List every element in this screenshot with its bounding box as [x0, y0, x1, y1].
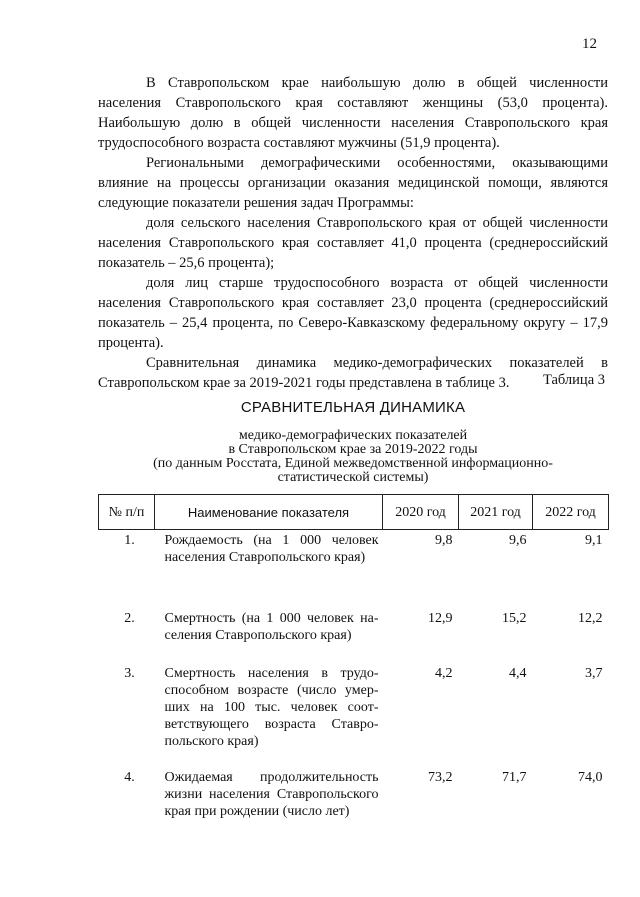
- row-value-2021: 4,4: [509, 665, 527, 681]
- header-2022: 2022 год: [533, 495, 609, 530]
- header-num: № п/п: [99, 495, 155, 530]
- paragraph: Региональными демографическими особенностями, оказывающими влияние на процессы организации оказания медицинской помощи, являются следующие показатели решения задач Программы:: [98, 155, 608, 211]
- row-value-2020: 4,2: [435, 665, 453, 681]
- paragraph: В Ставропольском крае наибольшую долю в общей численности населения Ставропольского края составляют женщины (53,0 процента). Наибольшую долю в общей численности населения Ставропольского края трудоспособного возраста составляют мужчины (51,9 процента).: [98, 75, 608, 151]
- row-value-2021: 15,2: [502, 610, 527, 626]
- row-num: 3.: [124, 665, 135, 681]
- row-num: 1.: [124, 533, 135, 548]
- row-name: Ожидаемая продолжительность жизни населения Ставропольского края при рождении (число лет): [164, 769, 379, 819]
- row-value-2020: 73,2: [428, 769, 453, 785]
- table-subtitle-line: статистической системы): [277, 470, 429, 485]
- table-subtitle-line: (по данным Росстата, Единой межведомственной информационно-: [153, 456, 553, 471]
- table-row: [99, 769, 609, 849]
- paragraph: Сравнительная динамика медико-демографических показателей в Ставропольском крае за 2019-2021 годы представлена в таблице 3.: [98, 355, 608, 391]
- row-name: Рождаемость (на 1 000 человек населения Ставропольского края): [164, 533, 379, 565]
- body-text: [98, 73, 608, 393]
- demographics-table: [98, 494, 609, 849]
- header-2020: 2020 год: [383, 495, 459, 530]
- row-value-2021: 71,7: [502, 769, 527, 785]
- table-title: СРАВНИТЕЛЬНАЯ ДИНАМИКА: [240, 399, 466, 416]
- table-row: [99, 665, 609, 769]
- table-header-row: [99, 495, 609, 530]
- row-num: 4.: [124, 769, 135, 785]
- paragraph: доля лиц старше трудоспособного возраста от общей численности населения Ставропольского края составляет 23,0 процента (среднероссийский показатель – 25,4 процента, по Северо-Кавказскому федеральному округу – 17,9 процента).: [98, 275, 608, 351]
- row-value-2022: 74,0: [578, 769, 603, 785]
- table-label: Таблица 3: [542, 372, 605, 388]
- header-name: Наименование показателя: [155, 495, 383, 530]
- row-value-2022: 12,2: [578, 610, 603, 626]
- row-name: Смертность населения в трудоспособном возрасте (число умерших на 100 тыс. человек соответствующего возраста Ставропольского края): [164, 665, 379, 749]
- paragraph: доля сельского населения Ставропольского края от общей численности населения Ставропольского края составляет 41,0 процента (среднероссийский показатель – 25,6 процента);: [98, 215, 608, 271]
- header-2021: 2021 год: [459, 495, 533, 530]
- table-subtitle-line: медико-демографических показателей: [238, 428, 468, 443]
- table-subtitle-line: в Ставропольском крае за 2019-2022 годы: [228, 442, 478, 457]
- table-row: [99, 530, 609, 610]
- row-value-2020: 12,9: [428, 610, 453, 626]
- row-value-2022: 3,7: [585, 665, 603, 681]
- row-num: 2.: [124, 610, 135, 626]
- table-row: [99, 610, 609, 665]
- row-name: Смертность (на 1 000 человек населения Ставропольского края): [164, 610, 379, 643]
- page-number: 12: [582, 36, 597, 52]
- row-value-2022: 9,1: [585, 533, 603, 548]
- table-subtitle: [98, 429, 608, 485]
- row-value-2020: 9,8: [435, 533, 453, 548]
- row-value-2021: 9,6: [509, 533, 527, 548]
